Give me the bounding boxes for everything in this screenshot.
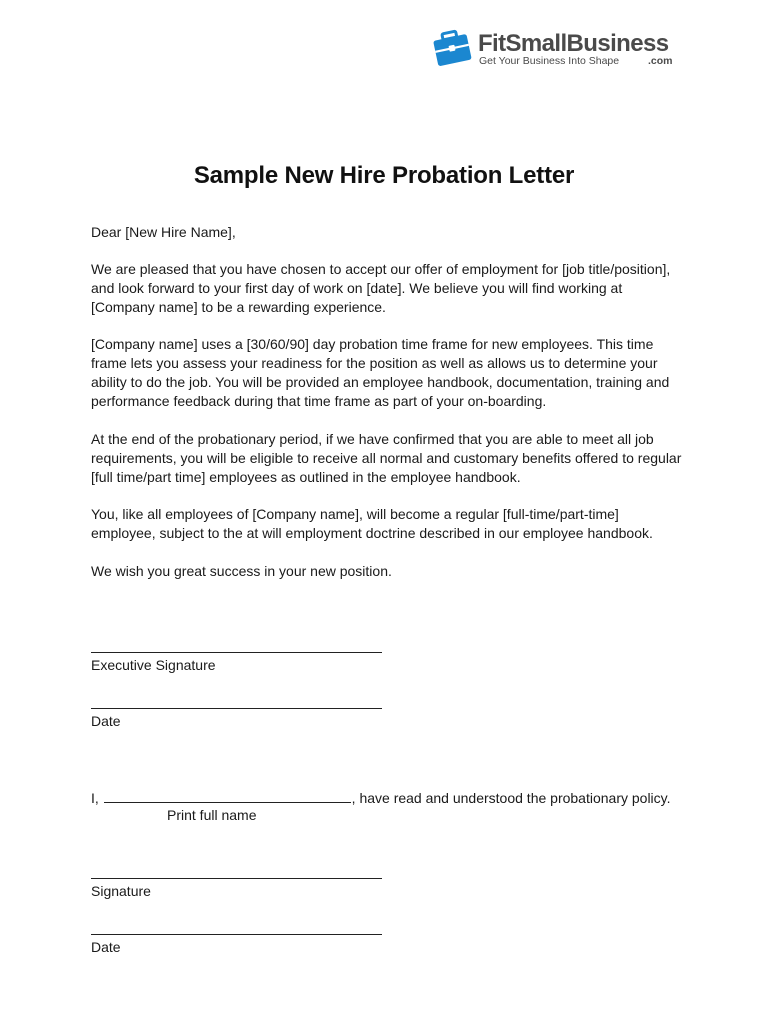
paragraph-line: frame lets you assess your readiness for the position as well as allows us to determine your	[91, 355, 658, 371]
paragraph-line: We are pleased that you have chosen to accept our offer of employment for [job title/position],	[91, 261, 671, 277]
paragraph-line: [full time/part time] employees as outlined in the employee handbook.	[91, 469, 521, 485]
paragraph-line: At the end of the probationary period, if we have confirmed that you are able to meet all job	[91, 431, 654, 447]
paragraph-line: [Company name] to be a rewarding experience.	[91, 299, 386, 315]
employee-date-line	[91, 934, 382, 935]
paragraph-line: ability to do the job. You will be provided an employee handbook, documentation, training and	[91, 374, 670, 390]
paragraph-line: and look forward to your first day of work on [date]. We believe you will find working at	[91, 280, 623, 296]
employee-signature-label: Signature	[91, 883, 151, 899]
executive-signature-label: Executive Signature	[91, 657, 216, 673]
paragraph-line: You, like all employees of [Company name], will become a regular [full-time/part-time]	[91, 506, 619, 522]
logo-brand-name: FitSmallBusiness	[478, 30, 669, 57]
executive-signature-line	[91, 652, 382, 653]
paragraph-line: [Company name] uses a [30/60/90] day probation time frame for new employees. This time	[91, 336, 654, 352]
print-name-label: Print full name	[167, 807, 257, 823]
paragraph-line: performance feedback during that time frame as part of your on-boarding.	[91, 393, 547, 409]
acknowledgement-statement	[91, 788, 671, 808]
salutation: Dear [New Hire Name],	[91, 224, 236, 240]
briefcase-icon	[432, 28, 474, 68]
print-name-blank	[104, 788, 351, 803]
date-label: Date	[91, 713, 121, 729]
employee-signature-line	[91, 878, 382, 879]
paragraph-closing: We wish you great success in your new position.	[91, 563, 392, 579]
fitsmallbusiness-logo	[432, 28, 682, 72]
logo-dotcom: .com	[648, 55, 673, 67]
document-title: Sample New Hire Probation Letter	[193, 162, 575, 189]
employee-date-label: Date	[91, 939, 121, 955]
paragraph-line: requirements, you will be eligible to receive all normal and customary benefits offered to regular	[91, 450, 682, 466]
paragraph-line: employee, subject to the at will employment doctrine described in our employee handbook.	[91, 525, 653, 541]
date-line	[91, 708, 382, 709]
acknowledgement-suffix: , have read and understood the probationary policy.	[351, 790, 671, 806]
acknowledgement-prefix: I,	[91, 790, 99, 806]
logo-tagline: Get Your Business Into Shape	[479, 55, 620, 67]
